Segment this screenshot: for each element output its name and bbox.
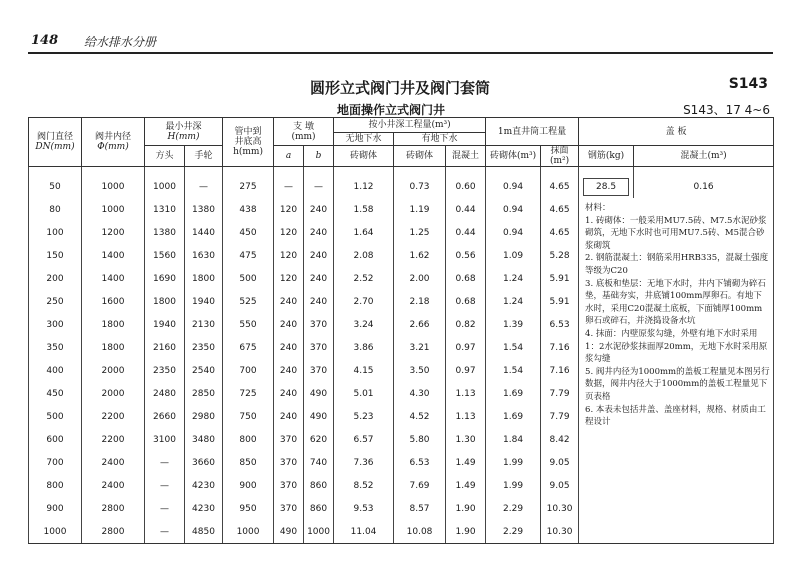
table-cell: 3660 bbox=[185, 451, 223, 474]
table-cell: 620 bbox=[304, 428, 334, 451]
table-cell: 1000 bbox=[304, 520, 334, 544]
table-cell: 2.70 bbox=[334, 290, 394, 313]
table-cell: 1800 bbox=[82, 313, 145, 336]
table-body bbox=[29, 167, 774, 544]
table-cell: 4.52 bbox=[394, 405, 446, 428]
table-cell: 370 bbox=[304, 313, 334, 336]
table-cell: 2200 bbox=[82, 428, 145, 451]
table-cell: 370 bbox=[304, 359, 334, 382]
header-pm-masonry: 砖砌体(m³) bbox=[486, 146, 541, 167]
header-depth-shoulun: 手轮 bbox=[185, 146, 223, 167]
header-pipe-unit: h(mm) bbox=[233, 147, 263, 157]
header-phi-label: 阀井内径 bbox=[94, 132, 131, 142]
note-line: 6. 本表未包括井盖、盖座材料，规格、材质由工程设计 bbox=[585, 404, 766, 428]
table-cell: 7.36 bbox=[334, 451, 394, 474]
table-cell: 100 bbox=[29, 221, 82, 244]
table-cell: 1.90 bbox=[446, 520, 486, 544]
table-cell: 4.65 bbox=[541, 221, 579, 244]
table-cell: 1630 bbox=[185, 244, 223, 267]
table-cell: 500 bbox=[223, 267, 274, 290]
table-cell: 1.24 bbox=[486, 290, 541, 313]
table-cell: 2.29 bbox=[486, 520, 541, 544]
table-cell: 900 bbox=[223, 474, 274, 497]
note-line: 5. 阀井内径为1000mm的盖板工程量见本图另行数据，阀井内径大于1000mm的盖板工程量见下页表格 bbox=[585, 366, 770, 402]
table-cell: 7.69 bbox=[394, 474, 446, 497]
table-cell: 1.69 bbox=[486, 405, 541, 428]
header-support-label: 支 墩 bbox=[293, 121, 314, 132]
header-concrete: 混凝土 bbox=[446, 146, 486, 167]
table-cell: — bbox=[145, 497, 185, 520]
table-cell: 3480 bbox=[185, 428, 223, 451]
table-cell: 0.44 bbox=[446, 198, 486, 221]
table-cell: 370 bbox=[274, 428, 304, 451]
table-cell: 6.53 bbox=[541, 313, 579, 336]
table-cell: 2.08 bbox=[334, 244, 394, 267]
header-pm-plaster: 抹面(m²) bbox=[541, 146, 579, 167]
table-cell: 2350 bbox=[185, 336, 223, 359]
valve-well-table bbox=[28, 117, 774, 544]
table-cell: 1.39 bbox=[486, 313, 541, 336]
table-cell: 1800 bbox=[145, 290, 185, 313]
table-cell: 700 bbox=[223, 359, 274, 382]
note-line: 材料： bbox=[585, 203, 611, 213]
table-cell: 1000 bbox=[82, 167, 145, 199]
table-cell: 675 bbox=[223, 336, 274, 359]
table-cell: 6.57 bbox=[334, 428, 394, 451]
table-cell: 4.65 bbox=[541, 167, 579, 199]
table-cell: 0.68 bbox=[446, 290, 486, 313]
table-cell: 0.68 bbox=[446, 267, 486, 290]
table-cell: 490 bbox=[304, 405, 334, 428]
table-cell: 4230 bbox=[185, 474, 223, 497]
table-cell: 0.94 bbox=[486, 198, 541, 221]
table-cell: 1380 bbox=[185, 198, 223, 221]
header-support-unit: (mm) bbox=[291, 131, 316, 142]
table-cell: — bbox=[145, 474, 185, 497]
table-cell: — bbox=[145, 520, 185, 544]
header-quantity: 按小井深工程量(m³) bbox=[334, 118, 486, 133]
table-cell: 1.99 bbox=[486, 451, 541, 474]
table-cell: 1600 bbox=[82, 290, 145, 313]
table-cell: 9.05 bbox=[541, 451, 579, 474]
header-masonry2: 砖砌体 bbox=[394, 146, 446, 167]
table-cell: 1800 bbox=[82, 336, 145, 359]
table-cell: 2.66 bbox=[394, 313, 446, 336]
table-cell: 2800 bbox=[82, 520, 145, 544]
table-cell: 240 bbox=[304, 198, 334, 221]
cover-concrete-value: 0.16 bbox=[634, 167, 774, 199]
table-cell: 0.60 bbox=[446, 167, 486, 199]
table-cell: 240 bbox=[274, 290, 304, 313]
table-cell: 438 bbox=[223, 198, 274, 221]
table-cell: 240 bbox=[274, 359, 304, 382]
header-cover: 盖 板 bbox=[579, 118, 774, 146]
table-cell: 850 bbox=[223, 451, 274, 474]
header-cover-concrete: 混凝土(m³) bbox=[634, 146, 774, 167]
table-cell: 4.30 bbox=[394, 382, 446, 405]
table-cell: 370 bbox=[304, 336, 334, 359]
table-cell: 1.49 bbox=[446, 474, 486, 497]
table-cell: 1.64 bbox=[334, 221, 394, 244]
table-cell: 450 bbox=[29, 382, 82, 405]
header-dn-label: 阀门直径 bbox=[36, 132, 73, 142]
header-support bbox=[274, 118, 334, 146]
table-cell: 8.52 bbox=[334, 474, 394, 497]
table-cell: 275 bbox=[223, 167, 274, 199]
table-cell: 300 bbox=[29, 313, 82, 336]
table-cell: 4850 bbox=[185, 520, 223, 544]
table-cell: 2.00 bbox=[394, 267, 446, 290]
table-cell: 2.18 bbox=[394, 290, 446, 313]
table-cell: — bbox=[185, 167, 223, 199]
note-line: 2. 钢筋混凝土：钢筋采用HRB335，混凝土强度等级为C20 bbox=[585, 253, 769, 276]
page-title: 圆形立式阀门井及阀门套筒 bbox=[309, 79, 490, 97]
table-cell: 1.13 bbox=[446, 405, 486, 428]
table-cell: 240 bbox=[304, 221, 334, 244]
table-cell: 120 bbox=[274, 198, 304, 221]
book-title: 给水排水分册 bbox=[84, 35, 157, 49]
header-a: a bbox=[274, 146, 304, 167]
table-cell: 740 bbox=[304, 451, 334, 474]
header-masonry: 砖砌体 bbox=[334, 146, 394, 167]
header-depth-label: 最小井深 bbox=[165, 121, 202, 132]
table-cell: 150 bbox=[29, 244, 82, 267]
table-cell: 120 bbox=[274, 244, 304, 267]
table-cell: 700 bbox=[29, 451, 82, 474]
table-cell: 2000 bbox=[82, 382, 145, 405]
header-depth-unit: H(mm) bbox=[167, 131, 200, 142]
table-cell: 7.16 bbox=[541, 359, 579, 382]
table-cell: 11.04 bbox=[334, 520, 394, 544]
table-cell: 0.97 bbox=[446, 336, 486, 359]
table-cell: 240 bbox=[304, 290, 334, 313]
table-cell: 2850 bbox=[185, 382, 223, 405]
table-cell: 10.08 bbox=[394, 520, 446, 544]
table-cell: 5.80 bbox=[394, 428, 446, 451]
table-cell: 550 bbox=[223, 313, 274, 336]
table-cell: 1400 bbox=[82, 244, 145, 267]
table-cell: 1.84 bbox=[486, 428, 541, 451]
table-cell: 1000 bbox=[82, 198, 145, 221]
table-cell: 9.05 bbox=[541, 474, 579, 497]
table-cell: 1.30 bbox=[446, 428, 486, 451]
table-cell: 50 bbox=[29, 167, 82, 199]
table-row bbox=[29, 167, 774, 199]
table-cell: 8.57 bbox=[394, 497, 446, 520]
table-cell: 3.24 bbox=[334, 313, 394, 336]
table-subtitle: 地面操作立式阀门井 bbox=[337, 103, 446, 117]
table-cell: 350 bbox=[29, 336, 82, 359]
table-cell: 2.52 bbox=[334, 267, 394, 290]
header-no-water: 无地下水 bbox=[334, 133, 394, 146]
table-cell: 2.29 bbox=[486, 497, 541, 520]
header-dn bbox=[29, 118, 82, 167]
header-cover-steel: 钢筋(kg) bbox=[579, 146, 634, 167]
table-cell: 0.94 bbox=[486, 221, 541, 244]
table-cell: 10.30 bbox=[541, 520, 579, 544]
table-cell: 240 bbox=[274, 313, 304, 336]
table-cell: 725 bbox=[223, 382, 274, 405]
table-cell: — bbox=[304, 167, 334, 199]
table-cell: 0.73 bbox=[394, 167, 446, 199]
table-cell: 2980 bbox=[185, 405, 223, 428]
table-cell: 400 bbox=[29, 359, 82, 382]
header-per-meter: 1m直井筒工程量 bbox=[486, 118, 579, 146]
table-cell: — bbox=[274, 167, 304, 199]
table-cell: 3.86 bbox=[334, 336, 394, 359]
table-cell: 5.01 bbox=[334, 382, 394, 405]
table-cell: 2350 bbox=[145, 359, 185, 382]
drawing-code: S143 bbox=[728, 76, 768, 92]
header-depth-fang: 方头 bbox=[145, 146, 185, 167]
table-cell: 8.42 bbox=[541, 428, 579, 451]
table-cell: 240 bbox=[274, 382, 304, 405]
table-cell: 7.79 bbox=[541, 382, 579, 405]
header-depth bbox=[145, 118, 223, 146]
header-rule bbox=[28, 52, 773, 54]
table-cell: 950 bbox=[223, 497, 274, 520]
table-cell: 3100 bbox=[145, 428, 185, 451]
header-with-water: 有地下水 bbox=[394, 133, 486, 146]
notes-panel bbox=[579, 198, 774, 544]
table-cell: 600 bbox=[29, 428, 82, 451]
table-cell: 240 bbox=[274, 405, 304, 428]
table-cell: 1.69 bbox=[486, 382, 541, 405]
table-cell: 1000 bbox=[223, 520, 274, 544]
table-cell: 2800 bbox=[82, 497, 145, 520]
table-cell: 1200 bbox=[82, 221, 145, 244]
table-row bbox=[29, 198, 774, 221]
table-cell: 4.15 bbox=[334, 359, 394, 382]
table-cell: 800 bbox=[29, 474, 82, 497]
table-cell: 1.90 bbox=[446, 497, 486, 520]
table-cell: 0.56 bbox=[446, 244, 486, 267]
table-cell: 2540 bbox=[185, 359, 223, 382]
table-cell: 10.30 bbox=[541, 497, 579, 520]
table-cell: 1.54 bbox=[486, 336, 541, 359]
table-cell: 120 bbox=[274, 221, 304, 244]
table-cell: 80 bbox=[29, 198, 82, 221]
table-cell: 500 bbox=[29, 405, 82, 428]
table-cell: 5.91 bbox=[541, 290, 579, 313]
table-cell: 370 bbox=[274, 497, 304, 520]
table-cell: 1.58 bbox=[334, 198, 394, 221]
table-cell: 120 bbox=[274, 267, 304, 290]
note-line: 3. 底板和垫层：无地下水时，井内下铺砌为碎石垫，基础夯实，井底铺100mm厚卵石。有地下水时，采用C20混凝土底板，下面铺厚100mm卵石或碎石，并浇捣设备水坑 bbox=[585, 278, 766, 327]
table-cell: 1800 bbox=[185, 267, 223, 290]
table-cell: 0.44 bbox=[446, 221, 486, 244]
table-cell: 1.12 bbox=[334, 167, 394, 199]
header-dn-unit: DN(mm) bbox=[35, 142, 75, 152]
table-cell: 1380 bbox=[145, 221, 185, 244]
table-cell: 1560 bbox=[145, 244, 185, 267]
table-cell: 1.19 bbox=[394, 198, 446, 221]
table-cell: 900 bbox=[29, 497, 82, 520]
table-cell: 2160 bbox=[145, 336, 185, 359]
table-cell: 1440 bbox=[185, 221, 223, 244]
table-subcode: S143、17 4~6 bbox=[683, 103, 770, 117]
table-cell: 9.53 bbox=[334, 497, 394, 520]
table-cell: 0.94 bbox=[486, 167, 541, 199]
table-cell: 475 bbox=[223, 244, 274, 267]
header-pipe-label2: 井底高 bbox=[234, 137, 262, 147]
table-cell: 1400 bbox=[82, 267, 145, 290]
header-phi bbox=[82, 118, 145, 167]
table-cell: 2480 bbox=[145, 382, 185, 405]
table-cell: 240 bbox=[304, 267, 334, 290]
table-cell: 240 bbox=[304, 244, 334, 267]
header-pipe bbox=[223, 118, 274, 167]
table-cell: 370 bbox=[274, 451, 304, 474]
table-cell: 5.91 bbox=[541, 267, 579, 290]
page-number: 148 bbox=[31, 33, 59, 48]
table-cell: 1000 bbox=[29, 520, 82, 544]
table-cell: — bbox=[145, 451, 185, 474]
header-b: b bbox=[304, 146, 334, 167]
cover-steel-value bbox=[579, 167, 634, 199]
table-cell: 750 bbox=[223, 405, 274, 428]
header-phi-unit: Φ(mm) bbox=[97, 142, 129, 152]
table-cell: 1.49 bbox=[446, 451, 486, 474]
table-cell: 860 bbox=[304, 497, 334, 520]
table-cell: 1.62 bbox=[394, 244, 446, 267]
table-cell: 5.23 bbox=[334, 405, 394, 428]
note-line: 4. 抹面：内壁原浆勾缝，外壁有地下水时采用1：2水泥砂浆抹面厚20mm，无地下水时采用原浆勾缝 bbox=[585, 328, 768, 365]
header-pipe-label: 管中到 bbox=[234, 127, 262, 137]
table-cell: 2400 bbox=[82, 451, 145, 474]
table-cell: 1690 bbox=[145, 267, 185, 290]
table-cell: 5.28 bbox=[541, 244, 579, 267]
table-cell: 3.21 bbox=[394, 336, 446, 359]
table-cell: 0.82 bbox=[446, 313, 486, 336]
table-cell: 860 bbox=[304, 474, 334, 497]
table-cell: 1310 bbox=[145, 198, 185, 221]
table-cell: 370 bbox=[274, 474, 304, 497]
table-cell: 240 bbox=[274, 336, 304, 359]
table-cell: 1.25 bbox=[394, 221, 446, 244]
table-cell: 490 bbox=[274, 520, 304, 544]
table-cell: 3.50 bbox=[394, 359, 446, 382]
table-cell: 7.79 bbox=[541, 405, 579, 428]
table-cell: 1.13 bbox=[446, 382, 486, 405]
note-line: 1. 砖砌体：一般采用MU7.5砖、M7.5水泥砂浆砌筑，无地下水时也可用MU7.5砖、M5混合砂浆砌筑 bbox=[585, 215, 767, 251]
table-cell: 1.99 bbox=[486, 474, 541, 497]
table-cell: 0.97 bbox=[446, 359, 486, 382]
table-cell: 4.65 bbox=[541, 198, 579, 221]
cover-steel-text: 28.5 bbox=[583, 178, 629, 196]
table-cell: 490 bbox=[304, 382, 334, 405]
table-cell: 200 bbox=[29, 267, 82, 290]
table-cell: 2660 bbox=[145, 405, 185, 428]
table-cell: 250 bbox=[29, 290, 82, 313]
table-cell: 1940 bbox=[145, 313, 185, 336]
table-cell: 2400 bbox=[82, 474, 145, 497]
table-cell: 4230 bbox=[185, 497, 223, 520]
table-cell: 1940 bbox=[185, 290, 223, 313]
table-cell: 1.54 bbox=[486, 359, 541, 382]
table-cell: 2200 bbox=[82, 405, 145, 428]
table-cell: 6.53 bbox=[394, 451, 446, 474]
table-cell: 450 bbox=[223, 221, 274, 244]
table-cell: 525 bbox=[223, 290, 274, 313]
table-cell: 1000 bbox=[145, 167, 185, 199]
table-cell: 2130 bbox=[185, 313, 223, 336]
table-cell: 1.24 bbox=[486, 267, 541, 290]
table-cell: 800 bbox=[223, 428, 274, 451]
table-cell: 2000 bbox=[82, 359, 145, 382]
table-cell: 7.16 bbox=[541, 336, 579, 359]
table-cell: 1.09 bbox=[486, 244, 541, 267]
